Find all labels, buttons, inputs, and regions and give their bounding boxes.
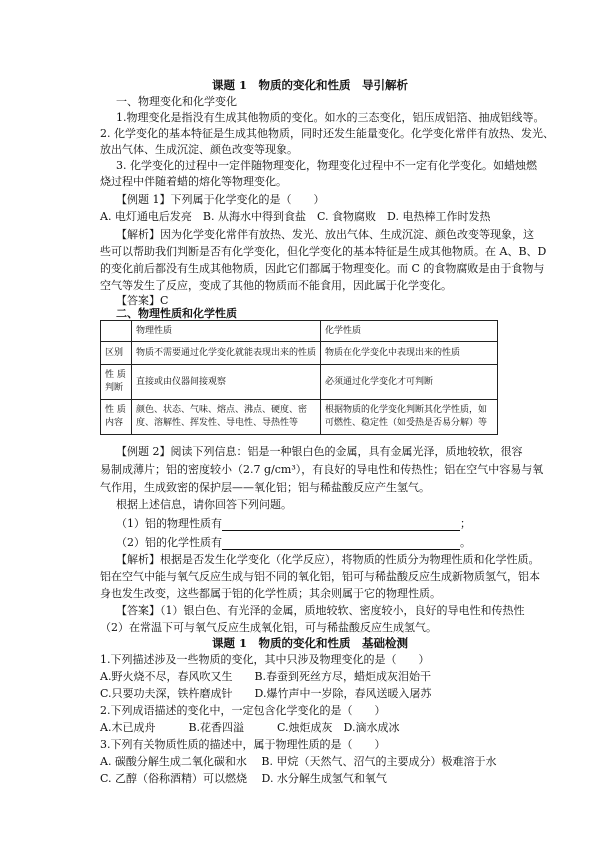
question-1-label: （1）铝的物理性质有 xyxy=(116,517,222,530)
question-3: 3.下列有关物质性质的描述中，属于物理性质的是（ ） xyxy=(100,738,386,751)
table-row xyxy=(101,365,498,400)
table-header-cell xyxy=(101,321,132,342)
table-row xyxy=(101,400,498,435)
example-1-options: A. 电灯通电后发亮 B. 从海水中得到食盐 C. 食物腐败 D. 电热棒工作时发热 xyxy=(100,210,491,223)
table-cell: 物质在化学变化中表现出来的性质 xyxy=(321,342,498,365)
question-2-end: 。 xyxy=(460,536,471,549)
example-2-analysis-line-2: 铝在空气中能与氧气反应生成与铝不同的氧化铝，铝可与稀盐酸反应生成新物质氢气，铝本 xyxy=(100,570,540,583)
answer-blank-2[interactable] xyxy=(222,538,460,550)
table-cell: 必须通过化学变化才可判断 xyxy=(321,365,498,400)
question-1-options-cd: C.只要功夫深，铁杵磨成针 D.爆竹声中一岁除，春风送暖入屠苏 xyxy=(100,687,432,700)
example-1-analysis-line-2: 些可以帮助我们判断是否有化学变化，但化学变化的基本特征是生成其他物质。在 A、B、D xyxy=(100,245,547,258)
table-cell: 区别 xyxy=(101,342,132,365)
paragraph-1: 1.物理变化是指没有生成其他物质的变化。如水的三态变化，铝压成铝箔、抽成铝线等。 xyxy=(116,111,545,124)
example-2-question-1 xyxy=(116,516,471,531)
question-2-label: （2）铝的化学性质有 xyxy=(116,536,222,549)
table-cell: 颜色、状态、气味、熔点、沸点、硬度、密度、溶解性、挥发性、导电性、导热性等 xyxy=(132,400,321,435)
example-1-analysis-line-1: 【解析】因为化学变化常伴有放热、发光、放出气体、生成沉淀、颜色改变等现象，这 xyxy=(116,228,534,241)
example-2-answer-line-2: （2）在常温下可与氧气反应生成氧化铝，可与稀盐酸反应生成氢气。 xyxy=(100,621,437,634)
properties-table xyxy=(100,320,498,435)
question-3-options-ab: A. 碳酸分解生成二氧化碳和水 B. 甲烷（天然气、沼气的主要成分）极难溶于水 xyxy=(100,755,497,768)
table-header-row xyxy=(101,321,498,342)
paragraph-3-line-1: 3. 化学变化的过程中一定伴随物理变化，物理变化过程中不一定有化学变化。如蜡烛燃 xyxy=(116,159,537,172)
question-3-options-cd: C. 乙醇（俗称酒精）可以燃烧 D. 水分解生成氢气和氧气 xyxy=(100,772,387,785)
paragraph-2-line-2: 放出气体、生成沉淀、颜色改变等现象。 xyxy=(100,143,298,156)
section2-heading: 二、物理性质和化学性质 xyxy=(116,307,237,320)
table-header-cell: 化学性质 xyxy=(321,321,498,342)
table-row xyxy=(101,342,498,365)
example-2-answer-line-1: 【答案】（1）银白色、有光泽的金属，质地较软、密度较小，良好的导电性和传热性 xyxy=(116,604,525,617)
question-1-end: ； xyxy=(460,517,471,530)
question-1-options-ab: A.野火烧不尽，春风吹又生 B.春蚕到死丝方尽，蜡炬成灰泪始干 xyxy=(100,670,432,683)
section1-heading: 一、物理变化和化学变化 xyxy=(116,95,237,108)
example-1-analysis-line-4: 空气等发生了反应，变成了其他的物质而不能食用，因此属于化学变化。 xyxy=(100,279,452,292)
page-title: 课题 1 物质的变化和性质 导引解析 xyxy=(212,78,409,92)
example-1-answer: 【答案】C xyxy=(116,294,169,307)
example-2-line-1: 【例题 2】阅读下列信息：铝是一种银白色的金属，具有金属光泽，质地较软，很容 xyxy=(116,445,523,458)
table-cell: 直接或由仪器间接观察 xyxy=(132,365,321,400)
question-2: 2.下列成语描述的变化中，一定包含化学变化的是（ ） xyxy=(100,704,386,717)
paragraph-2-line-1: 2. 化学变化的基本特征是生成其他物质，同时还发生能量变化。化学变化常伴有放热、发光、 xyxy=(100,127,554,140)
example-1-analysis-line-3: 的变化前后都没有生成其他物质，因此它们都属于物理变化。而 C 的食物腐败是由于食物与 xyxy=(100,262,545,275)
paragraph-3-line-2: 烧过程中伴随着蜡的熔化等物理变化。 xyxy=(100,175,287,188)
example-1-question: 【例题 1】下列属于化学变化的是（ ） xyxy=(116,193,325,206)
example-2-analysis-line-1: 【解析】根据是否发生化学变化（化学反应），将物质的性质分为物理性质和化学性质。 xyxy=(116,553,540,566)
example-2-question-2 xyxy=(116,535,471,550)
table-cell: 性 质判断 xyxy=(101,365,132,400)
table-cell: 根据物质的化学变化判断其化学性质，如可燃性、稳定性（如受热是否易分解）等 xyxy=(321,400,498,435)
example-2-line-3: 气作用，生成致密的保护层——氧化铝；铝与稀盐酸反应产生氢气。 xyxy=(100,481,430,494)
table-header-cell: 物理性质 xyxy=(132,321,321,342)
section-title-basic-test: 课题 1 物质的变化和性质 基础检测 xyxy=(212,636,409,650)
table-cell: 性 质内容 xyxy=(101,400,132,435)
question-1: 1.下列描述涉及一些物质的变化，其中只涉及物理变化的是（ ） xyxy=(100,653,430,666)
question-2-options: A.木已成舟 B.花香四溢 C.烛炬成灰 D.滴水成冰 xyxy=(100,721,400,734)
answer-blank-1[interactable] xyxy=(222,519,460,531)
example-2-line-4: 根据上述信息，请你回答下列问题。 xyxy=(116,498,292,511)
example-2-line-2: 易制成薄片；铝的密度较小（2.7 g/cm³），有良好的导电性和传热性；铝在空气中容易与氧 xyxy=(100,463,544,476)
example-2-analysis-line-3: 身也发生改变，这些都属于铝的化学性质；其余则属于它的物理性质。 xyxy=(100,587,441,600)
table-cell: 物质不需要通过化学变化就能表现出来的性质 xyxy=(132,342,321,365)
